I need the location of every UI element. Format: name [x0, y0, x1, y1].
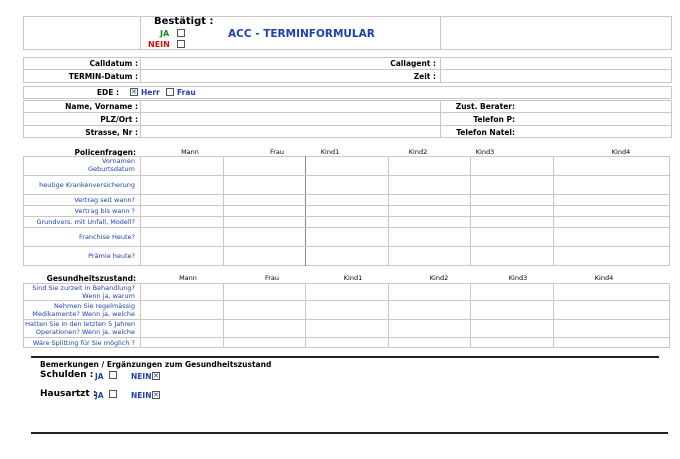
police-grid-line	[23, 205, 670, 206]
calldatum-label: Calldatum :	[89, 59, 138, 68]
ja-checkbox[interactable]	[177, 29, 185, 37]
gesundheit-question: Nehmen Sie regelmässig Medikamente? Wenn ja, welche	[32, 302, 135, 318]
gesundheit-question: Sind Sie zurzeit in Behandlung? Wenn ja, warum	[32, 284, 135, 300]
gesundheit-grid-line	[305, 283, 306, 348]
police-grid-line	[553, 156, 554, 266]
hausarzt-label: Hausartzt :	[40, 389, 97, 399]
gesundheit-col-kind1: Kind1	[343, 274, 363, 282]
schulden-label: Schulden :	[40, 370, 94, 380]
call-divider	[440, 57, 441, 83]
herr-label: Herr	[141, 88, 160, 97]
schulden-ja-checkbox[interactable]	[109, 371, 117, 379]
gesundheit-grid-line	[140, 283, 141, 348]
police-question: Prämie heute?	[88, 252, 135, 260]
hausarzt-ja-checkbox[interactable]	[109, 390, 117, 398]
schulden-ja-label: JA	[95, 372, 104, 381]
ede-box	[23, 86, 672, 99]
police-question: Vornamen Geburtsdatum	[88, 157, 135, 173]
person-divider	[140, 100, 141, 138]
police-grid-line	[223, 156, 224, 266]
bemerkungen-label: Bemerkungen / Ergänzungen zum Gesundheitszustand	[40, 360, 272, 369]
police-col-kind2: Kind2	[408, 148, 428, 156]
police-grid-line	[23, 246, 670, 247]
nein-label: NEIN	[148, 40, 170, 49]
footer-top-rule	[31, 356, 659, 358]
police-grid-line	[388, 156, 389, 266]
termin-label: TERMIN-Datum :	[68, 72, 138, 81]
person-divider	[23, 112, 672, 113]
zeit-label: Zeit :	[413, 72, 436, 81]
footer-bottom-rule	[31, 432, 668, 434]
telefon-natel-label: Telefon Natel:	[456, 128, 515, 137]
police-question: Grundvers. mit Unfall, Modell?	[36, 218, 135, 226]
police-grid-line	[23, 227, 670, 228]
police-question: Vertrag seit wann?	[74, 196, 135, 204]
ede-label: EDE :	[96, 88, 119, 97]
person-divider	[440, 100, 441, 138]
schulden-nein-label: NEIN	[131, 372, 152, 381]
gesundheit-grid-line	[23, 337, 670, 338]
gesundheit-col-frau: Frau	[264, 274, 280, 282]
police-col-mann: Mann	[181, 148, 199, 156]
hausarzt-nein-checkbox[interactable]	[152, 391, 160, 399]
bestaetigt-label: Bestätigt :	[154, 16, 214, 27]
police-grid-line	[23, 175, 670, 176]
ja-label: JA	[160, 29, 170, 38]
schulden-nein-checkbox[interactable]	[152, 372, 160, 380]
header-divider	[440, 16, 441, 50]
gesundheit-grid-line	[470, 283, 471, 348]
gesundheit-col-mann: Mann	[179, 274, 197, 282]
callagent-label: Callagent :	[390, 59, 436, 68]
police-grid-line	[470, 156, 471, 266]
police-heading: Policenfragen:	[74, 148, 136, 157]
berater-label: Zust. Berater:	[455, 102, 515, 111]
police-question: Franchise Heute?	[79, 233, 135, 241]
form-title: ACC - TERMINFORMULAR	[228, 28, 375, 40]
call-divider	[140, 57, 141, 83]
police-question: Vertrag bis wann ?	[74, 207, 135, 215]
gesundheit-grid-line	[23, 300, 670, 301]
call-divider	[23, 69, 672, 70]
gesundheit-col-kind2: Kind2	[429, 274, 449, 282]
police-col-kind1: Kind1	[320, 148, 340, 156]
police-grid-line	[305, 156, 306, 266]
gesundheit-grid-line	[553, 283, 554, 348]
gesundheit-grid-line	[223, 283, 224, 348]
strasse-label: Strasse, Nr :	[85, 128, 138, 137]
hausarzt-nein-label: NEIN	[131, 391, 152, 400]
person-divider	[23, 125, 672, 126]
gesundheit-col-kind3: Kind3	[508, 274, 528, 282]
frau-checkbox[interactable]	[166, 88, 174, 96]
frau-label: Frau	[177, 88, 196, 97]
hausarzt-ja-label: JA	[95, 391, 104, 400]
police-grid-line	[140, 156, 141, 266]
gesundheit-grid-line	[388, 283, 389, 348]
telefon-p-label: Telefon P:	[473, 115, 515, 124]
police-col-kind3: Kind3	[475, 148, 495, 156]
police-col-frau: Frau	[269, 148, 285, 156]
police-col-kind4: Kind4	[611, 148, 631, 156]
nein-checkbox[interactable]	[177, 40, 185, 48]
gesundheit-col-kind4: Kind4	[594, 274, 614, 282]
police-question: heutige Krankenversicherung	[39, 181, 135, 189]
gesundheit-question: Hatten Sie in den letzten 5 Jahren Operationen? Wenn ja, welche	[25, 320, 135, 336]
plz-label: PLZ/Ort :	[100, 115, 138, 124]
gesundheit-question: Wäre Splitting für Sie möglich ?	[32, 339, 135, 347]
police-grid-line	[23, 194, 670, 195]
header-divider	[140, 16, 141, 50]
name-label: Name, Vorname :	[65, 102, 138, 111]
herr-checkbox[interactable]	[130, 88, 138, 96]
police-grid-line	[23, 216, 670, 217]
gesundheit-heading: Gesundheitszustand:	[46, 274, 136, 283]
